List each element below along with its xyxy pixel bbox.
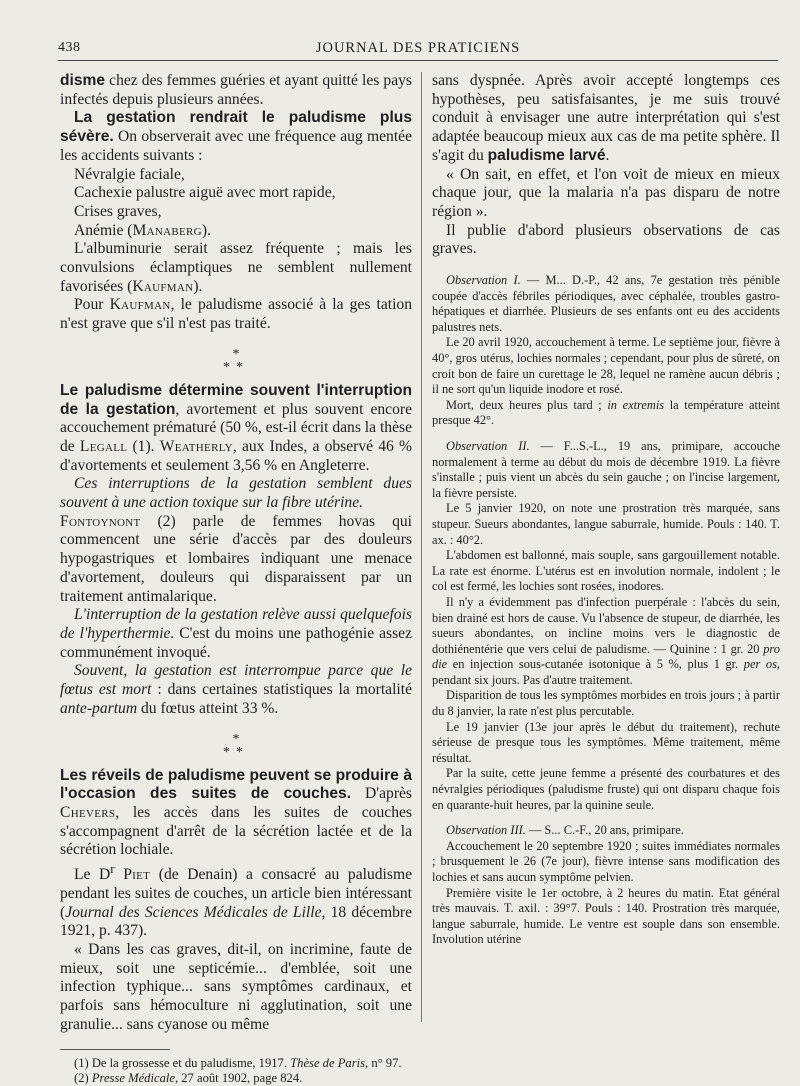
bold-heading: La gestation rendrait le paludisme plus sévère. [60,109,412,146]
column-divider [421,72,422,1022]
italic-text: ante-partum [60,699,138,717]
paragraph [60,109,412,165]
right-column [432,72,780,948]
section-heading: Le paludisme détermine souvent l'interruption de la gestation [60,381,412,418]
observation-title: Observation III. [446,823,526,838]
text: Anémie ( [74,221,133,239]
bold-term: paludisme larvé [487,146,606,164]
paragraph: L'abdomen est ballonné, mais souple, sans gargouillement notable. La rate est énorme. L'utérus est en involution normale, indolent ; le col est fermé, les lochies sont rosées, inodores. [432,548,780,594]
bold-term: disme [60,72,106,89]
italic-text: per os [743,657,777,672]
italic-text: in extremis [607,397,665,412]
text: , 27 août 1902, page 824. [174,1070,303,1085]
paragraph [60,382,412,476]
list-item: Névralgie faciale, [74,165,185,183]
text: ). [201,221,211,239]
author-name: Kaufman [132,277,194,295]
superscript: r [110,861,115,877]
main-text [432,72,780,259]
text: . [605,146,610,164]
paragraph [60,240,412,296]
section-separator [60,348,412,374]
text: On observerait avec une fréquence aug mentée les accidents suivants : [60,128,412,164]
paragraph [432,72,780,166]
paragraph: Accouchement le 20 septembre 1920 ; suites immédiates normales ; brusquement le 26 (7e jour), fièvre intense sans modification des lochies et sans aucun symptôme pelvien. [432,838,780,884]
text: , aux Indes, a observé 46 % d'avortements et seulement 3,56 % en Angleterre. [60,437,412,474]
asterisk: * [232,346,240,362]
left-column [60,72,412,1086]
text: , avortement et plus souvent encore accouchement prématuré (50 %, est-il écrit dans la thèse de [60,400,413,455]
text: D'après [351,785,413,803]
italic-text: Journal des Sciences Médicales de Lille [65,903,322,921]
footnote [60,1071,412,1086]
text: , les accès dans les suites de couches s'accompagnent d'arrêt de la sécrétion lactée et de la sécrétion lochiale. [60,803,412,859]
author-name: Legall [79,437,128,455]
observation-paragraph [432,823,780,839]
italic-text: Presse Médicale [91,1070,175,1085]
italic-text: Ces interruptions de la gestation semblent dues souvent à une action toxique sur la fibre utérine. [60,475,412,512]
paragraph [60,475,412,512]
text: la température atteint presque 42°. [432,397,780,428]
paragraph [60,513,412,607]
asterisk: * [232,731,240,747]
text: C'est du moins une pathogénie assez communément invoqué. [60,624,412,661]
page-number: 438 [58,40,81,55]
text: , pendant six jours. Pas d'autre traitement. [432,657,780,687]
author-name: Chevers [60,803,116,821]
text: Il n'y a évidemment pas d'infection puerpérale : l'abcès du sein, bien drainé est hors de cause. Vu l'absence de stupeur, de diarrhée, les sueurs abondantes, on incline moins vers le diagnostic de dothiénentérie que vers celui de paludisme. — Quinine : 1 gr. 20 [432,594,780,656]
footnote [60,1056,412,1071]
text: , n° 97. [365,1055,402,1070]
paragraph [60,662,412,718]
text: sans dyspnée. Après avoir accepté longtemps ces hypothèses, peu satisfaisantes, je me suis trouvé conduit à envisager une autre interprétation qui s'est adaptée beaucoup mieux aux cas de ma petite sphère. Il s'agit du [432,72,780,164]
page-header [58,36,778,62]
paragraph: Disparition de tous les symptômes morbides en trois jours ; à partir du 8 janvier, la rate n'est plus percutable. [432,688,780,719]
paragraph [432,398,780,429]
text: (1). [127,437,160,455]
list-item [60,222,412,241]
section-separator [60,733,412,759]
paragraph: Le 20 avril 1920, accouchement à terme. Le septième jour, fièvre à 40°, gros utérus, lochies normales ; cependant, pour plus de sûreté, on croit bon de faire un curettage le 28, lequel ne ramène aucun débris ; il ne sort qu'un liquide inodore et rosé. [432,335,780,397]
text: L'albuminurie serait assez fréquente ; mais les convulsions éclamptiques ne semblent nullement favorisées ( [60,240,412,295]
list-item: Cachexie palustre aiguë avec mort rapide, [74,184,336,202]
asterisk: ** [223,744,249,760]
text: , 18 décembre 1921, p. 437). [60,903,413,940]
footnote-rule [60,1049,170,1050]
text: — M... D.-P., 42 ans, 7e gestation très pénible coupée d'accès fébriles périodiques, avec céphalée, troubles gastro-hépatiques et diarrhée. Plusieurs de ses enfants ont eu des accidents palustres nets. [432,273,780,334]
list-item: Crises graves, [74,202,162,220]
text: Le D [74,866,111,884]
asterisk: ** [223,359,249,375]
paragraph: Le 19 janvier (13e jour après le début du traitement), rechute sérieuse de presque tous les symptômes. Même traitement, même résultat. [432,719,780,765]
paragraph [60,296,412,333]
italic-text: Thèse de Paris [290,1055,366,1070]
paragraph: Il publie d'abord plusieurs observations de cas graves. [432,221,780,258]
text: (1) De la grossesse et du paludisme, 1917. [74,1055,291,1070]
italic-text: pro die [432,641,780,672]
author-name: Weatherly [159,437,233,455]
paragraph [432,595,780,689]
author-name: Kaufman [109,296,171,314]
text: chez des femmes guéries et ayant quitté les pays infectés depuis plusieurs années. [60,72,412,108]
text: , le paludisme associé à la ges tation n'est grave que s'il n'est pas traité. [60,296,413,333]
journal-title: JOURNAL DES PRATICIENS [315,40,521,56]
paragraph [60,606,412,662]
paragraph: Par la suite, cette jeune femme a présenté des courbatures et des névralgies périodiques (paludisme fruste) qui ont disparu chaque fois en quarante-huit heures, par la quinine seule. [432,766,780,812]
italic-text: Souvent, la gestation est interrompue parce que le fœtus est mort [60,662,412,699]
text: — S... C.-F., 20 ans, primipare. [525,823,684,838]
text: ). [193,277,203,295]
paragraph [60,860,412,941]
paragraph [60,72,412,109]
author-name: Piet [123,866,151,884]
text: (de Denain) a consacré au paludisme pendant les suites de couches, un article bien intéressant ( [60,866,412,921]
paragraph: Première visite le 1er octobre, à 2 heures du matin. Etat général très mauvais. T. axil. : 39°7. Pouls : 140. Prostration très marquée, langue saburrale, humide. Le ventre est souple dans son ensemble. Involution utérine [432,885,780,947]
text: — F...S.-L., 19 ans, primipare, accouche normalement à terme au début du mois de décembre 1919. La fièvre s'installe ; puis vient un abcès du sein gauche ; on l'incise largement, la fièvre persiste. [432,438,780,500]
text: Mort, deux heures plus tard ; [446,397,608,412]
text: du fœtus atteint 33 %. [137,699,279,717]
observation-paragraph [432,273,780,335]
paragraph: « On sait, en effet, et l'on voit de mieux en mieux chaque jour, que la malaria n'a pas disparu de notre région ». [432,165,780,220]
header-rule [58,60,778,61]
italic-text: L'interruption de la gestation relève aussi quelquefois de l'hyperthermie. [60,606,412,642]
author-name: Manaberg [132,221,202,239]
observations [432,273,780,948]
observation-title: Observation I. [446,273,521,288]
section-heading: Les réveils de paludisme peuvent se produire à l'occasion des suites de couches. [60,766,412,803]
text: (2) parle de femmes hovas qui commencent une série d'accès par des douleurs hypogastriques et lombaires indiquant une menace d'avortement, douleurs qui disparaissent par un traitement antimalarique. [60,512,412,605]
observation-paragraph [432,439,780,501]
author-name: Fontoynont [60,512,141,530]
text: en injection sous-cutanée isotonique à 5 %, plus 1 gr. [447,657,744,672]
paragraph: « Dans les cas graves, dit-il, on incrimine, faute de mieux, soit une septicémie... d'emblée, soit une infection typhique... sans symptômes cardinaux, et parfois sans hémoculture ni agglutination, soit une granulie... sans cyanose ou même [60,941,412,1033]
text: : dans certaines statistiques la mortalité [151,681,412,699]
text: (2) [74,1070,92,1085]
paragraph [60,767,412,861]
text: Pour [74,296,110,314]
observation-title: Observation II. [446,438,530,453]
paragraph: Le 5 janvier 1920, on note une prostration très marquée, sans stupeur. Sueurs abondantes, langue saburrale, humide. Pouls : 140. T. ax. : 40°2. [432,501,780,547]
